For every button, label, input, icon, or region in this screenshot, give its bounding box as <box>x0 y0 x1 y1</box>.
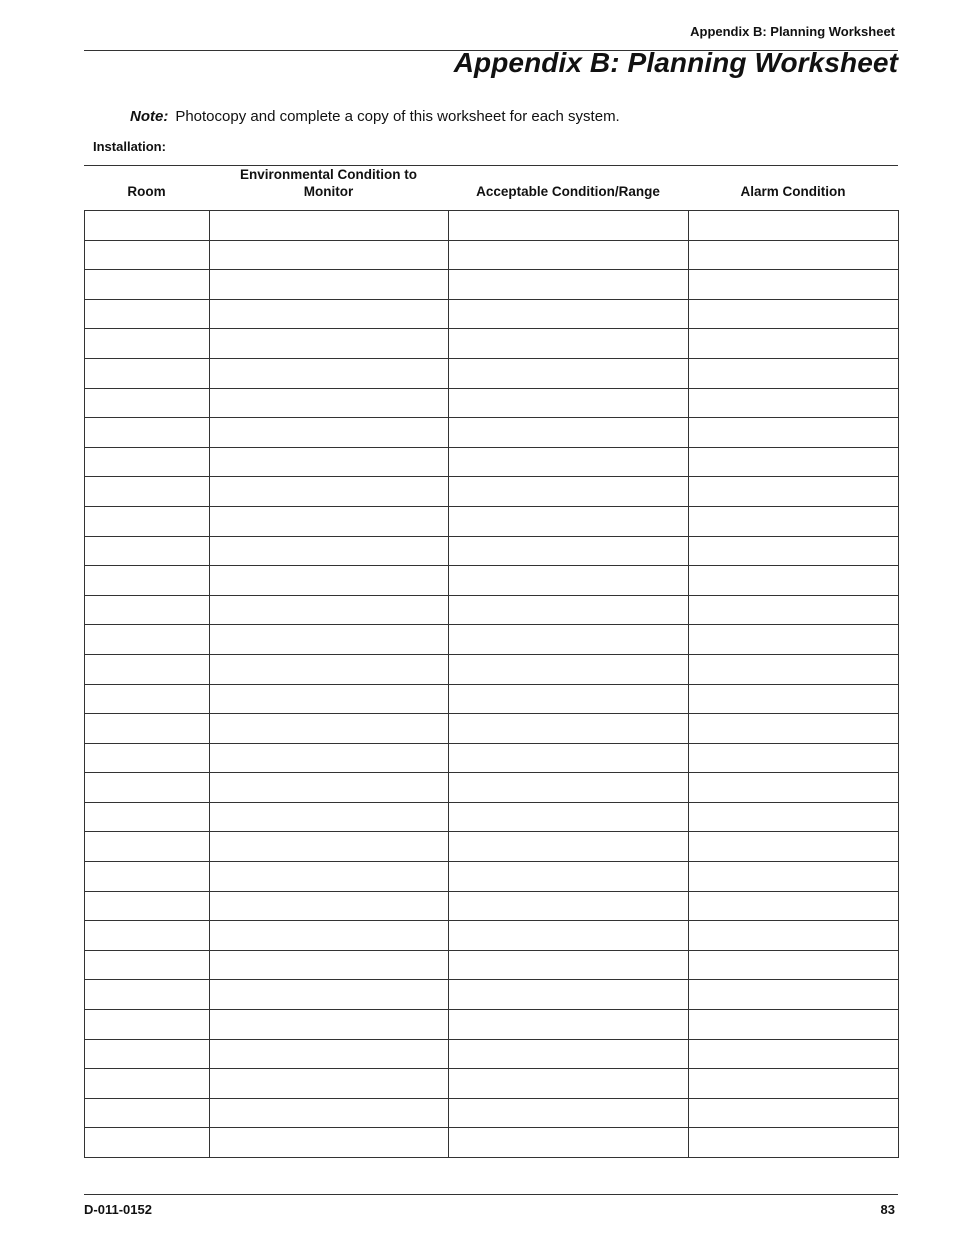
table-row <box>85 802 899 832</box>
room-cell <box>85 950 210 980</box>
table-row <box>85 862 899 892</box>
acceptable-range-cell <box>449 566 689 596</box>
installation-label: Installation: <box>93 139 166 154</box>
alarm-condition-cell <box>689 802 899 832</box>
table-row <box>85 270 899 300</box>
environmental-condition-cell <box>210 891 449 921</box>
table-row <box>85 832 899 862</box>
environmental-condition-cell <box>210 802 449 832</box>
note-label: Note: <box>130 108 169 125</box>
table-row <box>85 211 899 241</box>
table-row <box>85 477 899 507</box>
alarm-condition-cell <box>689 714 899 744</box>
environmental-condition-cell <box>210 862 449 892</box>
acceptable-range-cell <box>449 388 689 418</box>
room-cell <box>85 418 210 448</box>
table-row <box>85 595 899 625</box>
acceptable-range-cell <box>449 625 689 655</box>
room-cell <box>85 980 210 1010</box>
acceptable-range-cell <box>449 595 689 625</box>
table-row <box>85 950 899 980</box>
acceptable-range-cell <box>449 240 689 270</box>
column-header-room: Room <box>127 184 166 199</box>
room-cell <box>85 358 210 388</box>
alarm-condition-cell <box>689 270 899 300</box>
environmental-condition-cell <box>210 240 449 270</box>
alarm-condition-cell <box>689 921 899 951</box>
alarm-condition-cell <box>689 773 899 803</box>
table-row <box>85 329 899 359</box>
room-cell <box>85 477 210 507</box>
room-cell <box>85 299 210 329</box>
worksheet-body <box>85 211 899 1158</box>
acceptable-range-cell <box>449 1039 689 1069</box>
column-header-acceptable-range: Acceptable Condition/Range <box>476 184 660 199</box>
environmental-condition-cell <box>210 1069 449 1099</box>
alarm-condition-cell <box>689 654 899 684</box>
environmental-condition-cell <box>210 506 449 536</box>
environmental-condition-cell <box>210 1010 449 1040</box>
page-number: 83 <box>880 1202 895 1217</box>
acceptable-range-cell <box>449 299 689 329</box>
table-row <box>85 743 899 773</box>
environmental-condition-cell <box>210 921 449 951</box>
acceptable-range-cell <box>449 684 689 714</box>
table-row <box>85 358 899 388</box>
acceptable-range-cell <box>449 1069 689 1099</box>
alarm-condition-cell <box>689 506 899 536</box>
room-cell <box>85 1069 210 1099</box>
acceptable-range-cell <box>449 536 689 566</box>
environmental-condition-cell <box>210 358 449 388</box>
room-cell <box>85 329 210 359</box>
environmental-condition-cell <box>210 714 449 744</box>
alarm-condition-cell <box>689 743 899 773</box>
alarm-condition-cell <box>689 1010 899 1040</box>
room-cell <box>85 714 210 744</box>
room-cell <box>85 506 210 536</box>
environmental-condition-cell <box>210 684 449 714</box>
environmental-condition-cell <box>210 536 449 566</box>
environmental-condition-cell <box>210 477 449 507</box>
alarm-condition-cell <box>689 211 899 241</box>
acceptable-range-cell <box>449 950 689 980</box>
environmental-condition-cell <box>210 270 449 300</box>
environmental-condition-cell <box>210 211 449 241</box>
acceptable-range-cell <box>449 506 689 536</box>
room-cell <box>85 773 210 803</box>
room-cell <box>85 447 210 477</box>
column-headers <box>84 166 898 210</box>
room-cell <box>85 743 210 773</box>
alarm-condition-cell <box>689 447 899 477</box>
alarm-condition-cell <box>689 1128 899 1158</box>
alarm-condition-cell <box>689 1098 899 1128</box>
table-row <box>85 447 899 477</box>
table-row <box>85 654 899 684</box>
acceptable-range-cell <box>449 211 689 241</box>
room-cell <box>85 388 210 418</box>
room-cell <box>85 921 210 951</box>
note-text: Photocopy and complete a copy of this worksheet for each system. <box>175 108 620 125</box>
environmental-condition-cell <box>210 418 449 448</box>
table-row <box>85 1098 899 1128</box>
environmental-condition-cell <box>210 980 449 1010</box>
running-header: Appendix B: Planning Worksheet <box>690 24 895 39</box>
environmental-condition-cell <box>210 329 449 359</box>
column-header-alarm-condition: Alarm Condition <box>740 184 846 199</box>
room-cell <box>85 684 210 714</box>
table-row <box>85 773 899 803</box>
alarm-condition-cell <box>689 240 899 270</box>
environmental-condition-cell <box>210 566 449 596</box>
acceptable-range-cell <box>449 418 689 448</box>
alarm-condition-cell <box>689 1069 899 1099</box>
alarm-condition-cell <box>689 418 899 448</box>
table-row <box>85 388 899 418</box>
alarm-condition-cell <box>689 536 899 566</box>
column-header-environmental-condition: Environmental Condition to Monitor <box>240 167 417 199</box>
table-row <box>85 1069 899 1099</box>
page-title: Appendix B: Planning Worksheet <box>453 47 898 78</box>
alarm-condition-cell <box>689 891 899 921</box>
table-row <box>85 536 899 566</box>
room-cell <box>85 891 210 921</box>
environmental-condition-cell <box>210 447 449 477</box>
room-cell <box>85 832 210 862</box>
table-row <box>85 684 899 714</box>
room-cell <box>85 211 210 241</box>
acceptable-range-cell <box>449 921 689 951</box>
alarm-condition-cell <box>689 477 899 507</box>
alarm-condition-cell <box>689 1039 899 1069</box>
room-cell <box>85 654 210 684</box>
room-cell <box>85 1098 210 1128</box>
environmental-condition-cell <box>210 625 449 655</box>
room-cell <box>85 1039 210 1069</box>
acceptable-range-cell <box>449 329 689 359</box>
table-row <box>85 566 899 596</box>
table-row <box>85 506 899 536</box>
environmental-condition-cell <box>210 1128 449 1158</box>
alarm-condition-cell <box>689 625 899 655</box>
room-cell <box>85 1128 210 1158</box>
table-row <box>85 1039 899 1069</box>
worksheet-table <box>84 210 899 1158</box>
room-cell <box>85 625 210 655</box>
environmental-condition-cell <box>210 832 449 862</box>
acceptable-range-cell <box>449 1010 689 1040</box>
acceptable-range-cell <box>449 1128 689 1158</box>
alarm-condition-cell <box>689 684 899 714</box>
room-cell <box>85 240 210 270</box>
acceptable-range-cell <box>449 714 689 744</box>
table-row <box>85 921 899 951</box>
acceptable-range-cell <box>449 891 689 921</box>
table-row <box>85 1128 899 1158</box>
alarm-condition-cell <box>689 980 899 1010</box>
footer-rule <box>84 1194 898 1195</box>
table-row <box>85 891 899 921</box>
environmental-condition-cell <box>210 654 449 684</box>
acceptable-range-cell <box>449 980 689 1010</box>
acceptable-range-cell <box>449 862 689 892</box>
alarm-condition-cell <box>689 950 899 980</box>
environmental-condition-cell <box>210 388 449 418</box>
environmental-condition-cell <box>210 1098 449 1128</box>
alarm-condition-cell <box>689 832 899 862</box>
acceptable-range-cell <box>449 743 689 773</box>
document-id: D-011-0152 <box>84 1202 152 1217</box>
acceptable-range-cell <box>449 358 689 388</box>
environmental-condition-cell <box>210 595 449 625</box>
acceptable-range-cell <box>449 654 689 684</box>
environmental-condition-cell <box>210 299 449 329</box>
acceptable-range-cell <box>449 832 689 862</box>
alarm-condition-cell <box>689 862 899 892</box>
alarm-condition-cell <box>689 358 899 388</box>
alarm-condition-cell <box>689 329 899 359</box>
acceptable-range-cell <box>449 1098 689 1128</box>
room-cell <box>85 1010 210 1040</box>
acceptable-range-cell <box>449 270 689 300</box>
acceptable-range-cell <box>449 773 689 803</box>
room-cell <box>85 566 210 596</box>
alarm-condition-cell <box>689 388 899 418</box>
environmental-condition-cell <box>210 950 449 980</box>
table-row <box>85 1010 899 1040</box>
alarm-condition-cell <box>689 595 899 625</box>
acceptable-range-cell <box>449 477 689 507</box>
alarm-condition-cell <box>689 299 899 329</box>
room-cell <box>85 862 210 892</box>
room-cell <box>85 802 210 832</box>
room-cell <box>85 270 210 300</box>
table-row <box>85 625 899 655</box>
table-row <box>85 714 899 744</box>
acceptable-range-cell <box>449 802 689 832</box>
room-cell <box>85 595 210 625</box>
environmental-condition-cell <box>210 743 449 773</box>
environmental-condition-cell <box>210 1039 449 1069</box>
environmental-condition-cell <box>210 773 449 803</box>
table-row <box>85 980 899 1010</box>
room-cell <box>85 536 210 566</box>
acceptable-range-cell <box>449 447 689 477</box>
alarm-condition-cell <box>689 566 899 596</box>
table-row <box>85 240 899 270</box>
table-row <box>85 299 899 329</box>
table-row <box>85 418 899 448</box>
note <box>130 108 620 125</box>
